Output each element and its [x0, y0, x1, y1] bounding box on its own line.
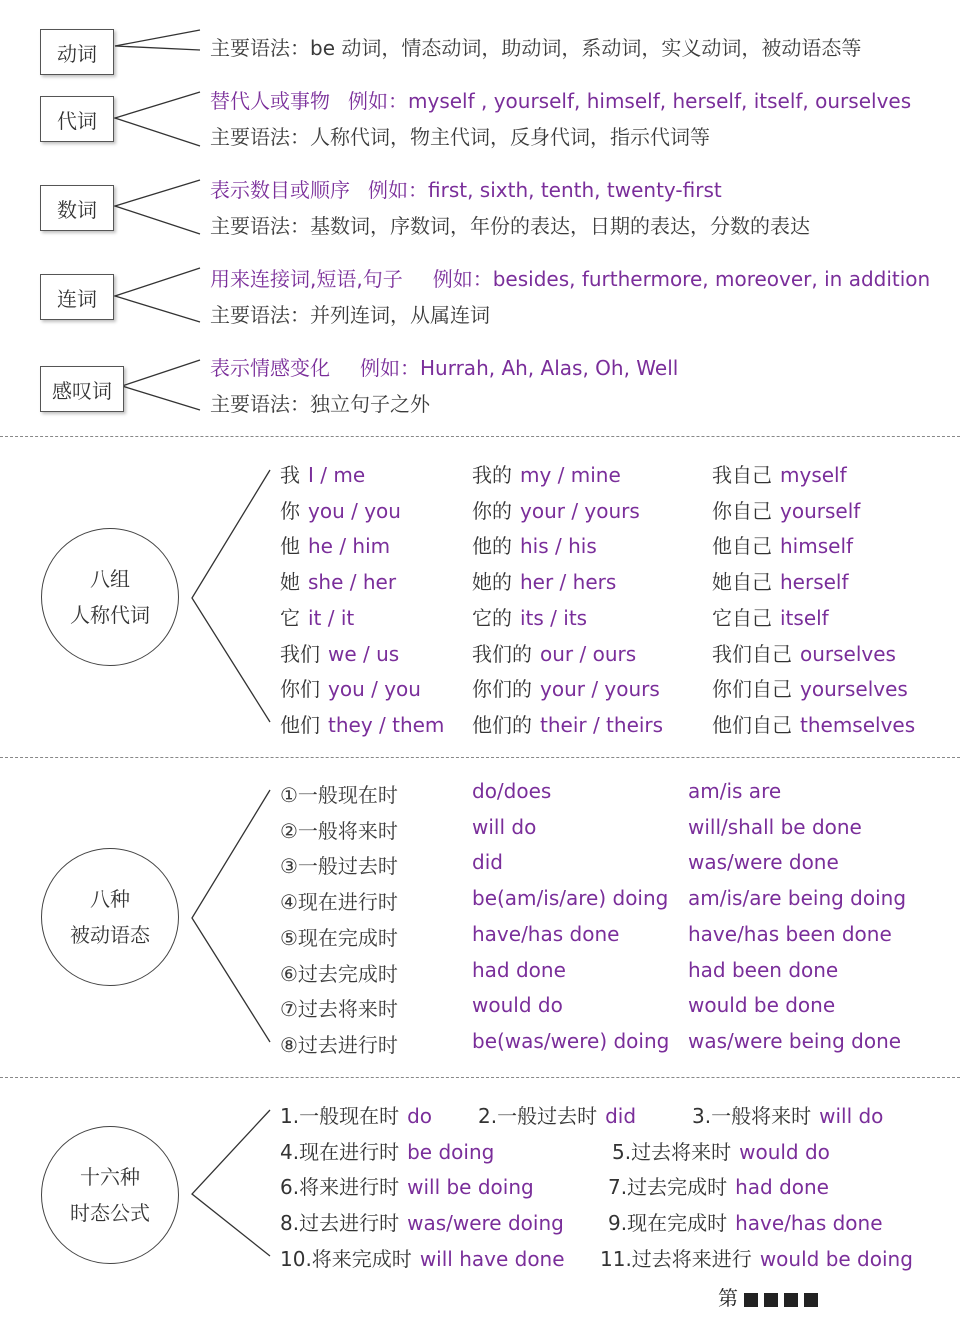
passive-passive-form: will/shall be done: [688, 814, 862, 839]
pronoun-cell-en: my / mine: [520, 463, 621, 487]
pronoun-cell-cn: 你自己: [712, 498, 772, 523]
verb-grammar: 主要语法：be 动词，情态动词，助动词，系动词，实义动词，被动语态等: [210, 36, 862, 60]
pronoun-cell-en: yourself: [780, 498, 861, 523]
tense-cell-cn: 8.过去进行时: [280, 1211, 400, 1236]
tenses-title-2: 时态公式: [70, 1201, 150, 1225]
passive-active-form: be(am/is/are) doing: [472, 886, 669, 911]
pronoun-cell: [472, 566, 616, 595]
tenses-circle: [41, 1126, 179, 1264]
pronoun-cell-cn: 他的: [472, 534, 512, 559]
passive-active-form: had done: [472, 957, 566, 982]
pronoun-cell-en: myself: [780, 463, 847, 487]
passive-passive-form: am/is are: [688, 779, 782, 803]
pronoun-cell-cn: 他自己: [712, 534, 772, 559]
tense-cell: [600, 1243, 913, 1272]
passive-passive-form: was/were done: [688, 850, 839, 875]
pronoun-cell: [712, 673, 908, 702]
pronoun-cell-en: yourselves: [800, 677, 908, 702]
section-divider: [0, 757, 960, 758]
tenses-title-1: 十六种: [80, 1165, 140, 1189]
pronoun-box: [40, 96, 114, 142]
section-divider: [0, 1077, 960, 1078]
pronoun-cell-en: they / them: [328, 712, 445, 737]
pronoun-cell-en: ourselves: [800, 641, 896, 666]
numeral-def-text: 表示数目或顺序: [210, 178, 350, 202]
pronoun-cell: [280, 673, 421, 702]
pronoun-cell: [280, 602, 354, 631]
tense-cell-en: would be doing: [759, 1246, 913, 1271]
passive-active-form: be(was/were) doing: [472, 1028, 670, 1053]
pronoun-cell-cn: 她: [280, 570, 300, 595]
pronoun-cell: [712, 495, 860, 524]
passive-circle: [41, 848, 179, 986]
pronouns-circle: [41, 528, 179, 666]
tense-cell: [478, 1100, 636, 1129]
passive-active-form: do/does: [472, 779, 552, 803]
verb-label: 动词: [57, 41, 97, 66]
pronoun-def-text: 替代人或事物: [210, 89, 330, 113]
pronoun-cell-cn: 我们的: [472, 641, 532, 666]
pronoun-cell: [280, 459, 365, 488]
pronoun-cell: [712, 530, 853, 559]
passive-passive-form: have/has been done: [688, 921, 892, 946]
interjection-label: 感叹词: [52, 378, 112, 403]
tense-cell-en: will be doing: [407, 1175, 534, 1200]
passive-passive-form: would be done: [688, 993, 836, 1018]
pronoun-cell-cn: 它: [280, 605, 300, 630]
passive-tense: ②一般将来时: [280, 818, 398, 843]
pronoun-cell-en: your / yours: [540, 677, 660, 702]
tense-cell: [280, 1100, 432, 1129]
pronoun-cell-cn: 他们的: [472, 712, 532, 737]
passive-active-form: did: [472, 850, 503, 875]
tense-cell-en: will have done: [419, 1246, 565, 1271]
numeral-example: 例如：first, sixth, tenth, twenty-first: [368, 178, 722, 202]
tense-cell-cn: 4.现在进行时: [280, 1139, 400, 1164]
pronoun-cell: [280, 566, 396, 595]
tense-cell-en: have/has done: [735, 1211, 883, 1236]
passive-passive-form: was/were being done: [688, 1028, 902, 1053]
passive-tense: ⑥过去完成时: [280, 961, 398, 986]
pronoun-cell-cn: 我的: [472, 463, 512, 487]
passive-tense: ⑤现在完成时: [280, 925, 398, 950]
pronoun-cell-cn: 你们: [280, 677, 320, 702]
pronoun-cell: [712, 602, 829, 631]
interjection-definition: [210, 352, 678, 381]
verb-box: [40, 29, 114, 75]
passive-active-form: have/has done: [472, 921, 620, 946]
page-footer: [718, 1282, 818, 1311]
pronoun-definition: [210, 85, 911, 114]
tense-cell-cn: 1.一般现在时: [280, 1104, 400, 1128]
pronoun-cell: [712, 709, 915, 738]
pronoun-cell-en: your / yours: [520, 498, 640, 523]
pronouns-title-2: 人称代词: [70, 603, 150, 627]
pronoun-cell-en: her / hers: [520, 570, 617, 595]
pronoun-example: 例如：myself , yourself, himself, herself, itself, ourselves: [348, 89, 912, 113]
tense-cell-cn: 2.一般过去时: [478, 1104, 598, 1128]
tense-cell: [608, 1171, 829, 1200]
tense-cell-cn: 5.过去将来时: [612, 1139, 732, 1164]
pronoun-cell-en: she / her: [308, 570, 397, 595]
pronoun-cell-cn: 你的: [472, 498, 512, 523]
tense-cell-cn: 3.一般将来时: [692, 1104, 812, 1128]
pronoun-cell-en: you / you: [308, 498, 401, 523]
conjunction-label: 连词: [57, 286, 97, 311]
pronoun-cell-en: their / theirs: [540, 712, 664, 737]
pronoun-cell-en: itself: [780, 605, 829, 630]
tense-cell-en: had done: [735, 1175, 829, 1200]
interjection-grammar: 主要语法：独立句子之外: [210, 392, 430, 416]
pronoun-cell-en: his / his: [520, 534, 597, 559]
interjection-example: 例如：Hurrah, Ah, Alas, Oh, Well: [360, 356, 679, 380]
tense-cell: [692, 1100, 883, 1129]
pronoun-grammar: 主要语法：人称代词，物主代词，反身代词，指示代词等: [210, 125, 710, 149]
tense-cell: [280, 1171, 534, 1200]
pronoun-cell-en: herself: [780, 570, 849, 595]
pronoun-cell-cn: 她自己: [712, 570, 772, 595]
pronoun-cell-en: he / him: [308, 534, 391, 559]
watermark-icon: [804, 1293, 818, 1307]
passive-tense: ⑦过去将来时: [280, 997, 398, 1022]
passive-title-1: 八种: [90, 887, 130, 911]
pronoun-cell-cn: 我们: [280, 641, 320, 666]
tense-cell: [612, 1136, 830, 1165]
interjection-box: [40, 366, 124, 412]
pronoun-cell: [280, 530, 390, 559]
pronoun-cell-cn: 你: [280, 498, 300, 523]
passive-tense: ④现在进行时: [280, 890, 398, 915]
tense-cell-en: do: [407, 1104, 433, 1128]
passive-passive-form: had been done: [688, 957, 839, 982]
pronoun-cell-en: it / it: [308, 605, 355, 630]
pronoun-cell: [712, 638, 896, 667]
pronoun-cell: [280, 638, 399, 667]
tense-cell-en: will do: [819, 1104, 884, 1128]
pronoun-cell-cn: 他们自己: [712, 712, 792, 737]
pronoun-cell-en: I / me: [308, 463, 366, 487]
pronoun-cell-en: our / ours: [540, 641, 637, 666]
pronoun-cell-cn: 我们自己: [712, 641, 792, 666]
tense-cell: [280, 1136, 494, 1165]
numeral-definition: [210, 174, 722, 203]
tense-cell-cn: 7.过去完成时: [608, 1175, 728, 1200]
tense-cell: [280, 1243, 565, 1272]
interjection-def-text: 表示情感变化: [210, 356, 330, 380]
pronoun-cell-cn: 他们: [280, 712, 320, 737]
conjunction-example: 例如：besides, furthermore, moreover, in addition: [432, 267, 931, 291]
pronoun-cell: [472, 709, 663, 738]
pronoun-cell: [712, 459, 847, 488]
conjunction-box: [40, 274, 114, 320]
pronoun-cell-en: we / us: [328, 641, 400, 666]
pronoun-cell-cn: 你们自己: [712, 677, 792, 702]
tense-cell-cn: 10.将来完成时: [280, 1246, 412, 1271]
passive-active-form: would do: [472, 993, 563, 1018]
pronoun-cell: [712, 566, 849, 595]
pronoun-cell-cn: 你们的: [472, 677, 532, 702]
pronoun-cell: [280, 709, 444, 738]
pronoun-cell: [472, 638, 636, 667]
pronoun-cell-cn: 它的: [472, 605, 512, 630]
pronoun-cell: [280, 495, 401, 524]
tense-cell: [608, 1207, 883, 1236]
tense-cell-cn: 6.将来进行时: [280, 1175, 400, 1200]
passive-title-2: 被动语态: [70, 923, 150, 947]
watermark-icon: [744, 1293, 758, 1307]
pronoun-cell: [472, 530, 597, 559]
tense-cell-en: did: [605, 1104, 637, 1128]
watermark-icon: [784, 1293, 798, 1307]
tense-cell-en: would do: [739, 1139, 830, 1164]
section-divider: [0, 436, 960, 437]
footer-text: 第: [718, 1286, 738, 1310]
conjunction-grammar: 主要语法：并列连词，从属连词: [210, 303, 490, 327]
tense-cell-cn: 9.现在完成时: [608, 1211, 728, 1236]
passive-tense: ①一般现在时: [280, 783, 398, 807]
pronoun-cell-en: himself: [780, 534, 854, 559]
tense-cell-cn: 11.过去将来进行: [600, 1246, 752, 1271]
watermark-icon: [764, 1293, 778, 1307]
pronoun-cell-en: you / you: [328, 677, 421, 702]
pronoun-cell-cn: 他: [280, 534, 300, 559]
conjunction-definition: [210, 263, 930, 292]
pronoun-cell-en: its / its: [520, 605, 588, 630]
numeral-grammar: 主要语法：基数词，序数词，年份的表达，日期的表达，分数的表达: [210, 214, 810, 238]
pronoun-cell-en: themselves: [800, 712, 916, 737]
pronoun-cell: [472, 459, 621, 488]
passive-tense: ⑧过去进行时: [280, 1032, 398, 1057]
pronoun-cell: [472, 495, 640, 524]
pronouns-title-1: 八组: [90, 567, 130, 591]
tense-cell: [280, 1207, 564, 1236]
numeral-box: [40, 185, 114, 231]
pronoun-cell-cn: 我: [280, 463, 300, 487]
pronoun-cell-cn: 她的: [472, 570, 512, 595]
tense-cell-en: be doing: [407, 1139, 495, 1164]
conjunction-def-text: 用来连接词,短语,句子: [210, 267, 403, 291]
passive-tense: ③一般过去时: [280, 854, 398, 879]
passive-active-form: will do: [472, 814, 537, 839]
passive-passive-form: am/is/are being doing: [688, 886, 907, 911]
tense-cell-en: was/were doing: [407, 1211, 564, 1236]
pronoun-label: 代词: [57, 108, 97, 133]
pronoun-cell: [472, 673, 660, 702]
pronoun-cell: [472, 602, 587, 631]
numeral-label: 数词: [57, 197, 97, 222]
pronoun-cell-cn: 它自己: [712, 605, 772, 630]
pronoun-cell-cn: 我自己: [712, 463, 772, 487]
